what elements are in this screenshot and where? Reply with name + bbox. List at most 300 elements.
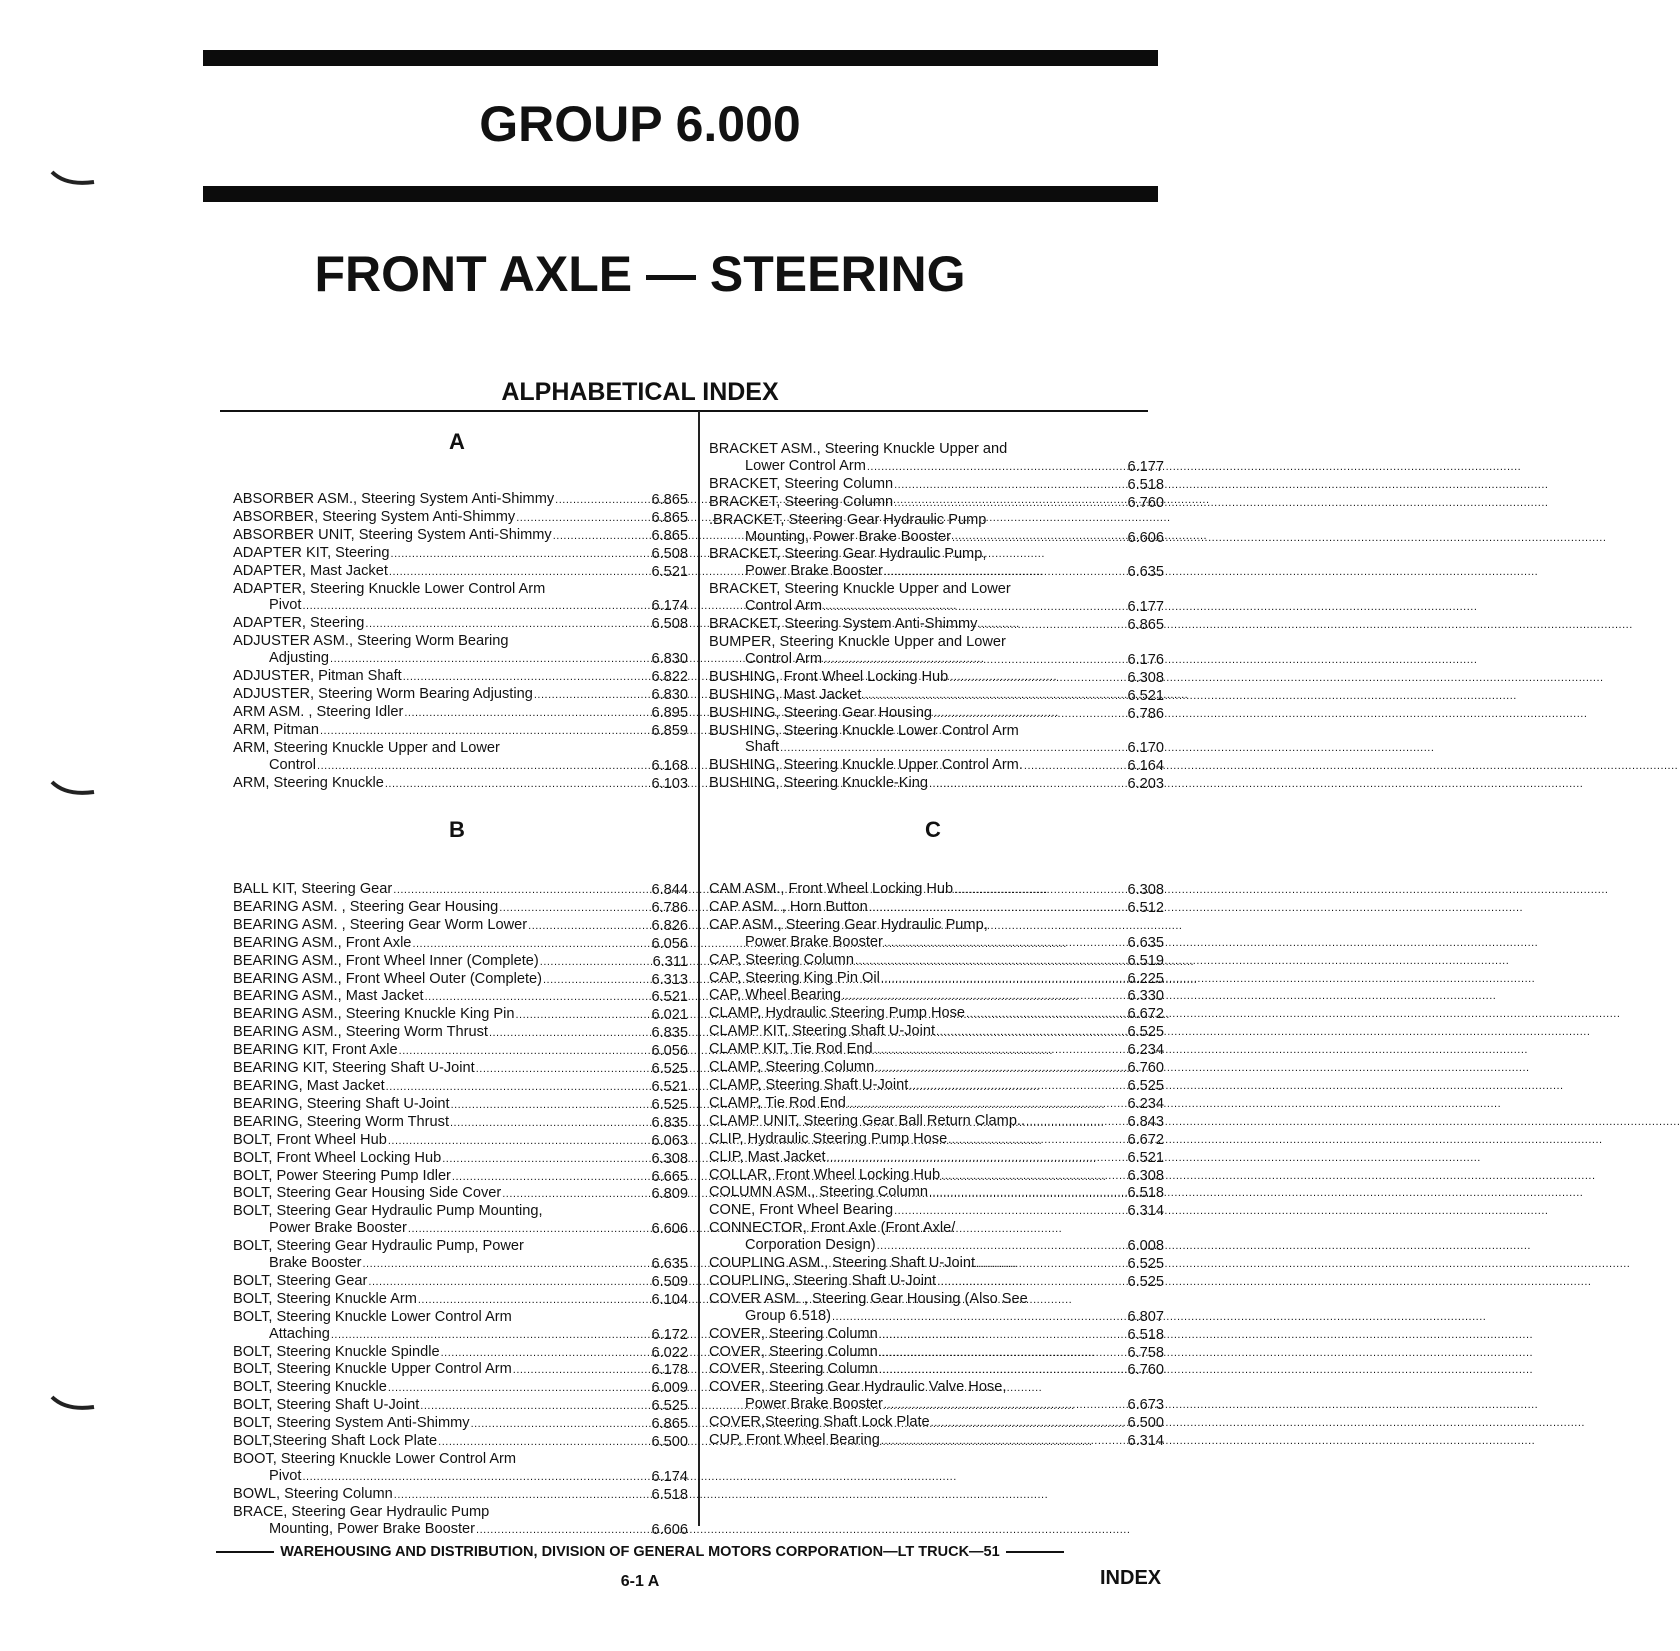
index-entry xyxy=(233,1150,688,1168)
index-entry-page: 6.508 xyxy=(651,545,688,562)
index-entry-page: 6.225 xyxy=(1127,970,1164,987)
index-entry xyxy=(233,1060,688,1078)
leader-dots xyxy=(933,705,1587,723)
index-entry xyxy=(233,1415,688,1433)
index-rule xyxy=(220,410,1148,412)
index-entry-text: BRACKET, Steering Gear Hydraulic Pump, xyxy=(709,546,987,563)
index-entry xyxy=(709,687,1164,705)
index-entry-text: BUSHING, Mast Jacket xyxy=(709,686,862,703)
index-entry-text: BRACKET, Steering System Anti-Shimmy xyxy=(709,616,978,633)
index-entry xyxy=(709,634,1164,669)
index-entry-page: 6.177 xyxy=(1127,458,1164,475)
leader-dots xyxy=(966,1005,1620,1023)
index-entry-text: Mounting, Power Brake Booster xyxy=(269,1520,476,1537)
group-title: GROUP 6.000 xyxy=(479,96,801,152)
index-entry-text: COVER, Steering Column xyxy=(709,1343,878,1360)
index-entry xyxy=(709,952,1164,970)
leader-dots xyxy=(929,775,1583,793)
index-entry-text: CAP, Steering King Pin Oil xyxy=(709,969,880,986)
index-entry xyxy=(709,1291,1164,1326)
index-entry-text: CLAMP UNIT, Steering Gear Ball Return Clamp.. xyxy=(709,1112,1026,1129)
index-entry xyxy=(233,1504,688,1539)
index-entry-text: BOLT, Steering Knuckle Lower Control Arm xyxy=(233,1308,512,1325)
index-entry-page: 6.665 xyxy=(651,1168,688,1185)
index-entry xyxy=(233,1006,688,1024)
index-entry xyxy=(233,1096,688,1114)
index-entry-page: 6.314 xyxy=(1127,1203,1164,1220)
index-entry-text: CAP ASM., Steering Gear Hydraulic Pump, xyxy=(709,916,988,933)
index-entry xyxy=(709,1041,1164,1059)
index-entry-page: 6.203 xyxy=(1127,776,1164,793)
index-entry-text: CLAMP KIT, Tie Rod End xyxy=(709,1041,873,1058)
index-entry xyxy=(709,1005,1164,1023)
index-entry-text: BOLT, Steering Gear xyxy=(233,1272,368,1289)
leader-dots xyxy=(978,616,1632,634)
index-entry-page: 6.174 xyxy=(651,598,688,615)
index-entry-page: 6.308 xyxy=(1127,882,1164,898)
index-entry xyxy=(233,1185,688,1203)
index-entry xyxy=(709,723,1164,758)
leader-dots xyxy=(929,1184,1583,1202)
index-entry xyxy=(233,686,688,704)
leader-dots xyxy=(881,970,1535,988)
index-entry-page: 6.512 xyxy=(1127,899,1164,916)
index-entry xyxy=(709,1095,1164,1113)
index-entry xyxy=(709,476,1164,494)
index-entry-text: BEARING, Mast Jacket xyxy=(233,1077,385,1094)
leader-dots xyxy=(931,1414,1585,1432)
index-entry-text: Lower Control Arm xyxy=(745,457,866,474)
index-entry-page: 6.170 xyxy=(1127,740,1164,757)
index-entry-text: COUPLING, Steering Shaft U-Joint xyxy=(709,1272,937,1289)
index-entry-text: BOLT, Power Steering Pump Idler xyxy=(233,1167,451,1184)
index-entry-text: COVER, Steering Column xyxy=(709,1361,878,1378)
index-entry-text: BEARING ASM., Front Wheel Inner (Complete) xyxy=(233,952,539,969)
index-entry-text: ADAPTER, Mast Jacket xyxy=(233,562,388,579)
index-entry xyxy=(709,899,1164,917)
index-entry-page: 6.313 xyxy=(651,971,688,988)
index-entry-page: 6.500 xyxy=(651,1434,688,1451)
index-entry xyxy=(233,1486,688,1504)
index-entry-page: 6.865 xyxy=(651,527,688,544)
index-entry-text: BUSHING, Front Wheel Locking Hub xyxy=(709,668,949,685)
index-list-a xyxy=(233,491,688,792)
index-entry xyxy=(233,1078,688,1096)
index-entry-page: 6.865 xyxy=(651,1416,688,1433)
index-entry-page: 6.843 xyxy=(1127,1113,1164,1130)
index-entry-page: 6.826 xyxy=(651,917,688,934)
index-entry xyxy=(709,494,1164,512)
index-entry xyxy=(709,441,1164,476)
leader-dots xyxy=(937,1273,1591,1291)
leader-dots xyxy=(976,1255,1630,1273)
index-entry-page: 6.809 xyxy=(651,1186,688,1203)
index-list-b xyxy=(233,881,688,1539)
index-entry-text: Power Brake Booster xyxy=(745,1396,883,1413)
index-entry xyxy=(709,1414,1164,1432)
index-entry-page: 6.308 xyxy=(1127,1167,1164,1184)
index-entry-text: Pivot xyxy=(269,1467,302,1484)
leader-dots xyxy=(952,529,1606,547)
index-entry xyxy=(233,1451,688,1486)
index-entry-page: 6.314 xyxy=(1127,1433,1164,1450)
index-entry xyxy=(709,1379,1164,1414)
index-entry xyxy=(233,1203,688,1238)
index-entry-text: Attaching xyxy=(269,1325,330,1342)
leader-dots xyxy=(936,1023,1590,1041)
index-entry-text: BEARING, Steering Worm Thrust xyxy=(233,1113,449,1130)
index-entry xyxy=(233,1397,688,1415)
index-entry-text: ARM, Pitman xyxy=(233,721,319,738)
index-entry-page: 6.844 xyxy=(651,882,688,898)
index-entry-page: 6.164 xyxy=(1127,758,1164,775)
index-entry xyxy=(709,705,1164,723)
index-entry-text: Group 6.518) xyxy=(745,1307,831,1324)
footer-publisher-text: WAREHOUSING AND DISTRIBUTION, DIVISION OF GENERAL MOTORS CORPORATION—LT TRUCK—51 xyxy=(280,1544,1000,1560)
index-entry xyxy=(709,546,1164,581)
leader-dots xyxy=(949,669,1603,687)
index-entry xyxy=(709,1131,1164,1149)
index-entry-page: 6.635 xyxy=(1127,934,1164,951)
index-entry-page: 6.865 xyxy=(651,492,688,508)
leader-dots xyxy=(909,1077,1563,1095)
middle-rule-bar xyxy=(203,186,1158,202)
index-entry-page: 6.525 xyxy=(1127,1256,1164,1273)
leader-dots xyxy=(884,1396,1538,1414)
index-entry-page: 6.103 xyxy=(651,775,688,792)
index-entry-text: BEARING KIT, Steering Shaft U-Joint xyxy=(233,1060,475,1077)
index-entry xyxy=(233,1344,688,1362)
index-entry xyxy=(709,757,1164,775)
index-entry-text: Mounting, Power Brake Booster xyxy=(745,528,952,545)
index-entry-text: BOLT, Steering Gear Hydraulic Pump Mounting, xyxy=(233,1203,543,1220)
index-entry-page: 6.178 xyxy=(651,1362,688,1379)
index-entry xyxy=(709,970,1164,988)
index-entry xyxy=(233,1433,688,1451)
index-entry xyxy=(233,935,688,953)
index-entry-text: BEARING ASM., Front Wheel Outer (Complete) xyxy=(233,970,542,987)
index-entry-text: CAP, Steering Column xyxy=(709,951,854,968)
index-entry-text: COVER ASM. , Steering Gear Housing (Also See xyxy=(709,1290,1028,1307)
index-entry-page: 6.308 xyxy=(651,1150,688,1167)
index-entry-page: 6.807 xyxy=(1127,1308,1164,1325)
index-entry-page: 6.063 xyxy=(651,1132,688,1149)
index-entry-text: BEARING ASM., Front Axle xyxy=(233,934,412,951)
index-entry-text: BOLT, Steering Knuckle xyxy=(233,1379,387,1396)
index-entry-text: CLIP, Hydraulic Steering Pump Hose xyxy=(709,1130,948,1147)
leader-dots xyxy=(879,1326,1533,1344)
index-entry-page: 6.330 xyxy=(1127,988,1164,1005)
index-entry-text: BRACKET, Steering Column xyxy=(709,475,894,492)
index-entry-text: BRACKET, Steering Column xyxy=(709,493,894,510)
index-entry-text: BALL KIT, Steering Gear xyxy=(233,881,393,897)
leader-dots xyxy=(894,476,1548,494)
leader-dots xyxy=(954,881,1608,899)
index-entry-page: 6.606 xyxy=(1127,529,1164,546)
index-entry xyxy=(233,633,688,668)
leader-dots xyxy=(855,952,1509,970)
section-title: FRONT AXLE — STEERING xyxy=(314,246,966,302)
index-entry-page: 6.521 xyxy=(1127,687,1164,704)
index-entry xyxy=(233,615,688,633)
index-entry-page: 6.525 xyxy=(1127,1273,1164,1290)
index-entry xyxy=(233,1273,688,1291)
leader-dots xyxy=(879,1361,1533,1379)
index-entry-page: 6.508 xyxy=(651,616,688,633)
index-entry-page: 6.606 xyxy=(651,1521,688,1538)
index-entry xyxy=(709,1432,1164,1450)
index-entry-page: 6.865 xyxy=(1127,617,1164,634)
index-entry-page: 6.021 xyxy=(651,1007,688,1024)
index-entry-page: 6.234 xyxy=(1127,1042,1164,1059)
index-entry xyxy=(233,1379,688,1397)
index-entry-text: CLAMP, Tie Rod End xyxy=(709,1094,846,1111)
index-entry-page: 6.168 xyxy=(651,757,688,774)
index-entry xyxy=(709,987,1164,1005)
index-list-b-continued xyxy=(709,441,1164,793)
index-entry-text: BOLT, Steering System Anti-Shimmy xyxy=(233,1415,470,1432)
index-entry-text: Control Arm xyxy=(745,598,823,615)
index-entry xyxy=(709,1149,1164,1167)
leader-dots xyxy=(875,1059,1529,1077)
index-entry-page: 6.606 xyxy=(651,1221,688,1238)
top-rule-bar xyxy=(203,50,1158,66)
index-entry-text: COLUMN ASM., Steering Column xyxy=(709,1184,928,1201)
index-entry-page: 6.172 xyxy=(651,1326,688,1343)
index-entry xyxy=(233,1114,688,1132)
index-entry xyxy=(233,1024,688,1042)
index-entry-page: 6.830 xyxy=(651,686,688,703)
index-entry-page: 6.525 xyxy=(651,1398,688,1415)
index-entry-page: 6.177 xyxy=(1127,599,1164,616)
index-entry xyxy=(709,775,1164,793)
index-entry xyxy=(709,1059,1164,1077)
index-entry-page: 6.056 xyxy=(651,935,688,952)
index-entry-text: BOLT, Steering Shaft U-Joint xyxy=(233,1397,420,1414)
leader-dots xyxy=(862,687,1516,705)
index-entry-page: 6.672 xyxy=(1127,1006,1164,1023)
index-entry-page: 6.672 xyxy=(1127,1131,1164,1148)
index-entry-page: 6.176 xyxy=(1127,651,1164,668)
index-entry-text: BEARING ASM. , Steering Gear Worm Lower xyxy=(233,916,528,933)
index-entry-text: BEARING, Steering Shaft U-Joint xyxy=(233,1095,450,1112)
leader-dots xyxy=(879,1344,1533,1362)
index-entry-text: BOLT, Steering Knuckle Upper Control Arm xyxy=(233,1361,512,1378)
leader-dots xyxy=(842,987,1496,1005)
index-entry-text: Shaft xyxy=(745,739,780,756)
index-entry-page: 6.174 xyxy=(651,1468,688,1485)
index-entry-text: Corporation Design) xyxy=(745,1237,876,1254)
index-title: ALPHABETICAL INDEX xyxy=(501,378,779,406)
index-entry-text: ABSORBER, Steering System Anti-Shimmy xyxy=(233,508,516,525)
index-entry-text: BOLT, Steering Gear Housing Side Cover xyxy=(233,1185,502,1202)
index-entry xyxy=(233,722,688,740)
index-entry xyxy=(709,1077,1164,1095)
index-entry-text: CLIP, Mast Jacket xyxy=(709,1148,826,1165)
index-entry xyxy=(709,669,1164,687)
index-entry xyxy=(709,1255,1164,1273)
index-entry-text: CLAMP, Hydraulic Steering Pump Hose xyxy=(709,1005,966,1022)
index-entry xyxy=(233,740,688,775)
index-entry xyxy=(709,1113,1164,1131)
index-entry xyxy=(233,491,688,509)
index-entry xyxy=(233,881,688,899)
index-entry-text: Pivot xyxy=(269,597,302,614)
index-entry-text: BRACKET, Steering Knuckle Upper and Lower xyxy=(709,581,1011,598)
index-entry-text: BOOT, Steering Knuckle Lower Control Arm xyxy=(233,1451,517,1467)
index-entry-page: 6.525 xyxy=(651,1096,688,1113)
leader-dots xyxy=(948,1131,1602,1149)
index-entry-text: ADJUSTER ASM., Steering Worm Bearing xyxy=(233,633,509,650)
index-entry-page: 6.009 xyxy=(651,1380,688,1397)
index-entry-page: 6.518 xyxy=(1127,476,1164,493)
index-entry xyxy=(233,509,688,527)
index-entry-text: ABSORBER ASM., Steering System Anti-Shimmy xyxy=(233,491,555,507)
index-entry-page: 6.835 xyxy=(651,1025,688,1042)
index-entry xyxy=(233,563,688,581)
index-entry-text: BOLT, Steering Knuckle Spindle xyxy=(233,1343,440,1360)
index-entry-text: BOLT, Steering Gear Hydraulic Pump, Power xyxy=(233,1238,524,1255)
leader-dots xyxy=(874,1041,1528,1059)
index-tag: INDEX xyxy=(1100,1567,1162,1589)
index-entry xyxy=(233,1238,688,1273)
index-entry-page: 6.104 xyxy=(651,1291,688,1308)
index-entry-text: CONNECTOR, Front Axle (Front Axle/ xyxy=(709,1220,956,1237)
index-entry xyxy=(709,1167,1164,1185)
index-entry xyxy=(233,581,688,616)
index-entry-text: CAM ASM., Front Wheel Locking Hub xyxy=(709,881,954,897)
index-entry-page: 6.865 xyxy=(651,509,688,526)
index-entry-text: ADAPTER, Steering Knuckle Lower Control Arm xyxy=(233,580,546,597)
leader-dots xyxy=(476,1521,1130,1539)
index-entry xyxy=(233,988,688,1006)
punch-hole-icon xyxy=(50,780,96,800)
index-entry xyxy=(233,1361,688,1379)
index-entry xyxy=(233,1132,688,1150)
index-entry-text: COVER, Steering Gear Hydraulic Valve Hose, xyxy=(709,1379,1007,1396)
index-entry xyxy=(709,616,1164,634)
index-entry-text: Control xyxy=(269,756,317,773)
index-entry-text: CLAMP KIT, Steering Shaft U-Joint xyxy=(709,1023,936,1040)
index-entry-text: BOLT, Front Wheel Locking Hub xyxy=(233,1149,442,1166)
index-entry-text: CAP ASM. , Horn Button xyxy=(709,898,868,915)
index-entry-page: 6.518 xyxy=(1127,1185,1164,1202)
index-entry-text: ARM, Steering Knuckle Upper and Lower xyxy=(233,739,500,756)
index-entry-page: 6.519 xyxy=(1127,952,1164,969)
section-letter-c: C xyxy=(925,817,941,842)
index-entry xyxy=(709,1361,1164,1379)
index-entry-page: 6.786 xyxy=(651,899,688,916)
index-entry-text: BEARING ASM., Mast Jacket xyxy=(233,988,424,1005)
index-list-c xyxy=(709,881,1164,1450)
index-entry-page: 6.635 xyxy=(1127,564,1164,581)
index-entry-page: 6.056 xyxy=(651,1043,688,1060)
index-entry-text: ADJUSTER, Steering Worm Bearing Adjusting xyxy=(233,685,533,702)
index-entry-page: 6.525 xyxy=(1127,1077,1164,1094)
index-entry-page: 6.830 xyxy=(651,651,688,668)
index-entry-text: BRACE, Steering Gear Hydraulic Pump xyxy=(233,1503,490,1520)
index-entry xyxy=(709,1273,1164,1291)
index-entry-text: Power Brake Booster xyxy=(745,563,883,580)
index-entry-page: 6.509 xyxy=(651,1273,688,1290)
index-entry xyxy=(233,899,688,917)
leader-dots xyxy=(869,899,1523,917)
index-entry xyxy=(233,545,688,563)
index-entry-text: BEARING KIT, Front Axle xyxy=(233,1042,398,1059)
index-entry xyxy=(709,917,1164,952)
index-entry-text: CLAMP, Steering Column xyxy=(709,1059,875,1076)
index-entry-page: 6.521 xyxy=(651,1078,688,1095)
index-entry-page: 6.673 xyxy=(1127,1397,1164,1414)
index-entry-text: BUMPER, Steering Knuckle Upper and Lower xyxy=(709,633,1006,650)
index-entry-text: ADAPTER KIT, Steering xyxy=(233,544,390,561)
index-entry xyxy=(709,1202,1164,1220)
index-entry xyxy=(233,1168,688,1186)
leader-dots xyxy=(884,563,1538,581)
index-entry-page: 6.521 xyxy=(651,563,688,580)
index-entry-page: 6.859 xyxy=(651,722,688,739)
index-entry-page: 6.518 xyxy=(1127,1326,1164,1343)
index-entry-text: Power Brake Booster xyxy=(745,933,883,950)
index-entry-text: ARM ASM. , Steering Idler xyxy=(233,703,404,720)
leader-dots xyxy=(894,1202,1548,1220)
leader-dots xyxy=(847,1095,1501,1113)
index-entry-text: BUSHING, Steering Knuckle Upper Control Arm. xyxy=(709,757,1023,774)
index-entry-text: Adjusting xyxy=(269,650,330,667)
index-entry-text: ARM, Steering Knuckle xyxy=(233,774,384,791)
leader-dots xyxy=(894,494,1548,512)
index-entry-text: Control Arm xyxy=(745,650,823,667)
punch-hole-icon xyxy=(50,1395,96,1415)
index-entry-page: 6.822 xyxy=(651,669,688,686)
index-entry-page: 6.525 xyxy=(651,1061,688,1078)
index-entry-page: 6.895 xyxy=(651,704,688,721)
index-entry xyxy=(709,1326,1164,1344)
index-entry-page: 6.835 xyxy=(651,1114,688,1131)
index-entry-page: 6.760 xyxy=(1127,494,1164,511)
index-entry-text: Power Brake Booster xyxy=(269,1220,407,1237)
index-entry-text: COVER, Steering Column xyxy=(709,1325,878,1342)
index-entry-page: 6.022 xyxy=(651,1344,688,1361)
index-entry-page: 6.518 xyxy=(651,1486,688,1503)
index-entry-page: 6.758 xyxy=(1127,1344,1164,1361)
index-entry-page: 6.635 xyxy=(651,1256,688,1273)
index-entry-page: 6.521 xyxy=(651,989,688,1006)
index-entry xyxy=(709,1220,1164,1255)
index-entry-text: BOWL, Steering Column xyxy=(233,1485,393,1502)
index-entry-page: 6.008 xyxy=(1127,1238,1164,1255)
leader-dots xyxy=(877,1237,1531,1255)
index-entry xyxy=(709,881,1164,899)
leader-dots xyxy=(884,934,1538,952)
index-entry-text: BRACKET ASM., Steering Knuckle Upper and xyxy=(709,441,1008,457)
section-letter-b: B xyxy=(449,817,465,842)
leader-dots xyxy=(394,1486,1048,1504)
index-entry-text: BOLT, Steering Knuckle Arm xyxy=(233,1290,417,1307)
index-entry-text: ADAPTER, Steering xyxy=(233,615,365,632)
index-entry-text: COUPLING ASM., Steering Shaft U-Joint xyxy=(709,1255,976,1272)
index-entry-text: CAP, Wheel Bearing xyxy=(709,987,841,1004)
leader-dots xyxy=(881,1432,1535,1450)
index-entry-text: ADJUSTER, Pitman Shaft xyxy=(233,668,402,685)
index-entry-text: BUSHING, Steering Knuckle Lower Control Arm xyxy=(709,722,1019,739)
index-entry-text: ABSORBER UNIT, Steering System Anti-Shimmy xyxy=(233,526,552,543)
index-entry-page: 6.500 xyxy=(1127,1415,1164,1432)
index-entry xyxy=(233,1291,688,1309)
index-entry xyxy=(233,1042,688,1060)
index-entry xyxy=(233,668,688,686)
index-entry-page: 6.760 xyxy=(1127,1362,1164,1379)
